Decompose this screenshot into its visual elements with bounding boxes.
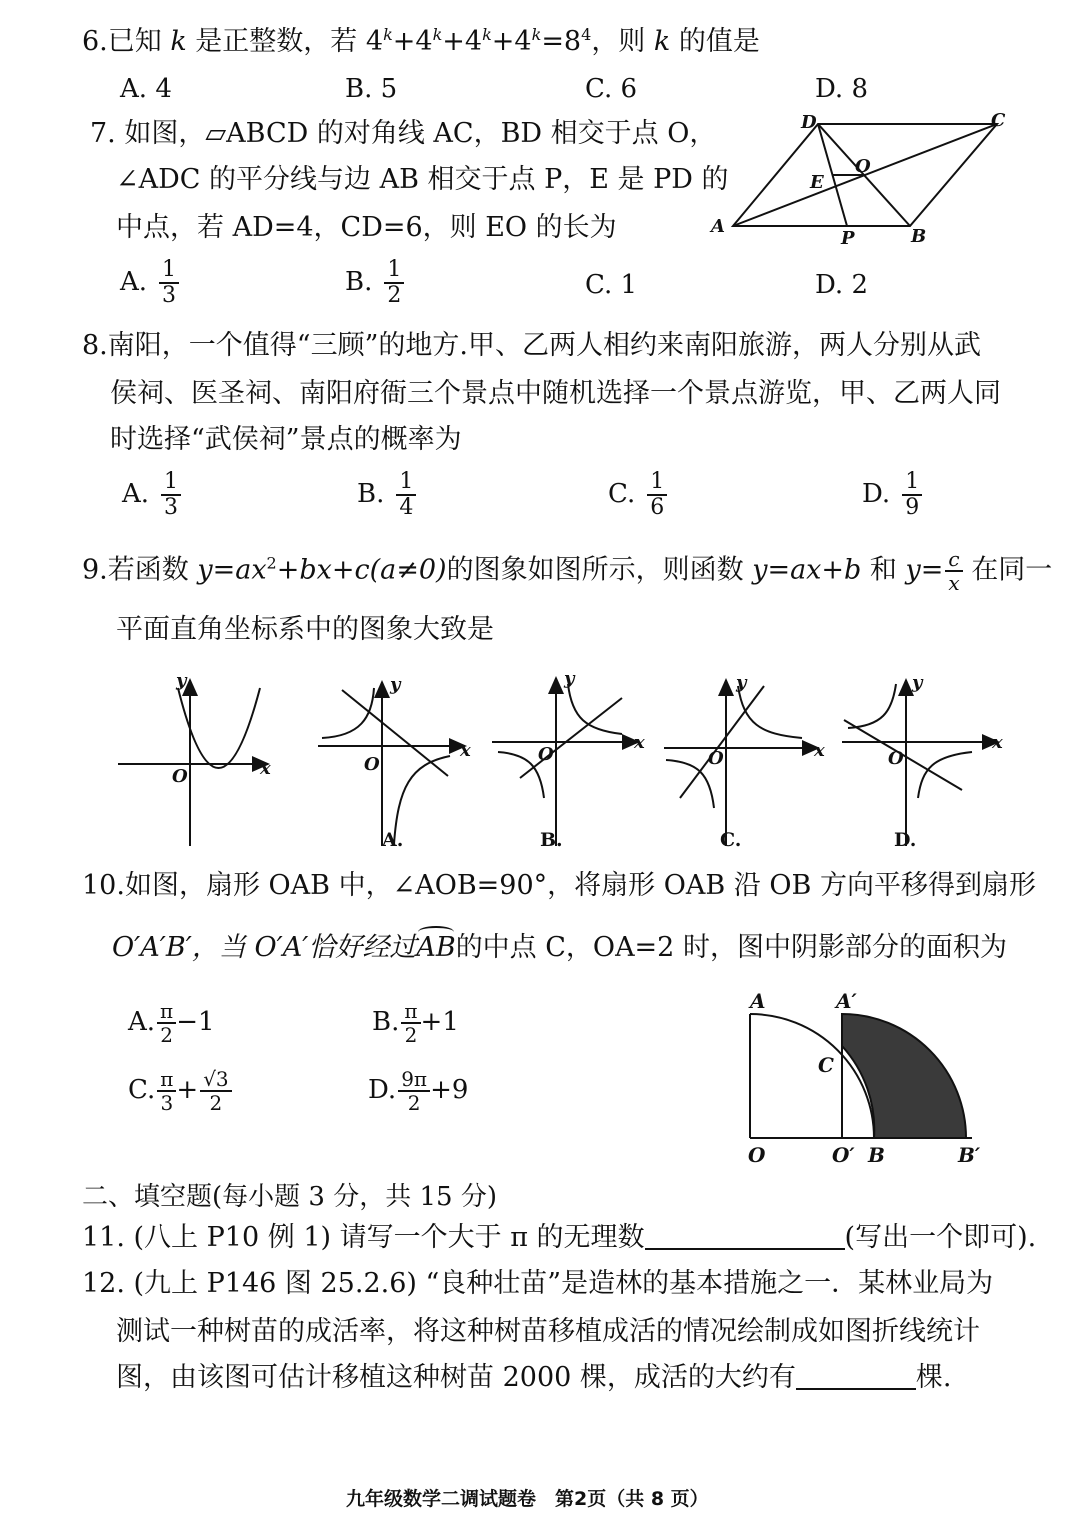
graph-a-label: A. [382, 829, 404, 851]
label-p: P [841, 228, 855, 248]
q8-line3: 时选择“武侯祠”景点的概率为 [110, 424, 462, 455]
label-a-prime: A′ [836, 989, 857, 1013]
label-c-sector: C [818, 1053, 834, 1077]
graph-b [492, 678, 638, 846]
arc-ab: AB [416, 930, 455, 966]
label-b-sector: B [868, 1143, 885, 1167]
label-o-prime: O′ [832, 1143, 855, 1167]
graph-a [318, 682, 465, 846]
given-origin-label: O [172, 766, 188, 787]
q10-option-d: D. $\frac{9\pi}{2}$ +9 [368, 1067, 469, 1115]
graph-b-label: B. [540, 829, 563, 851]
q11: 11. (八上 P10 例 1) 请写一个大于 π 的无理数 (写出一个即可). [82, 1222, 1037, 1253]
q6-option-d: D. 8 [815, 74, 868, 104]
b-x-label: x [634, 732, 645, 753]
q10-line2: O′A′B′，当 O′A′恰好经过AB的中点 C，OA=2 时，图中阴影部分的面积为 [112, 930, 1007, 966]
q8-option-a: A. $\frac{1}{3}$ [122, 470, 181, 520]
a-y-label: y [390, 674, 401, 695]
q7-option-a: A. $\frac{1}{3}$ [120, 258, 179, 308]
q12-line2: 测试一种树苗的成活率，将这种树苗移植成活的情况绘制成如图折线统计 [116, 1316, 980, 1347]
label-c: C [991, 110, 1006, 131]
q7-line2: ∠ADC 的平分线与边 AB 相交于点 P，E 是 PD 的 [116, 164, 729, 195]
given-x-label: x [260, 758, 271, 779]
q8-line2: 侯祠、医圣祠、南阳府衙三个景点中随机选择一个景点游览，甲、乙两人同 [110, 378, 1001, 409]
q11-answer-blank[interactable] [645, 1222, 845, 1250]
label-d: D [801, 112, 817, 133]
q7-line3: 中点，若 AD=4，CD=6，则 EO 的长为 [116, 212, 617, 243]
q10-option-b: B. $\frac{\pi}{2}$ +1 [372, 999, 459, 1047]
q10-option-a: A. $\frac{\pi}{2}$ −1 [128, 999, 215, 1047]
q9-line2: 平面直角坐标系中的图象大致是 [116, 614, 494, 645]
q12-answer-blank[interactable] [796, 1362, 916, 1390]
page-footer: 九年级数学二调试题卷 第2页（共 8 页） [346, 1488, 709, 1510]
q9-line1: 9.若函数 $y=ax^2+bx+c(a\ne 0)$的图象如图所示，则函数 y=ax+b 和 y= $\frac{c}{x}$ 在同一 [82, 547, 1053, 595]
q7-line1: 7. 如图，▱ABCD 的对角线 AC，BD 相交于点 O， [90, 118, 717, 149]
label-o: O [855, 156, 871, 177]
q7-option-c: C. 1 [585, 270, 638, 300]
q6-option-b: B. 5 [345, 74, 398, 104]
graph-d-label: D. [894, 829, 917, 851]
q6-option-c: C. 6 [585, 74, 638, 104]
q8-line1: 8.南阳，一个值得“三顾”的地方.甲、乙两人相约来南阳旅游，两人分别从武 [82, 330, 981, 361]
graph-c [664, 680, 818, 846]
b-origin-label: O [538, 744, 554, 765]
label-a: A [711, 216, 725, 237]
a-x-label: x [460, 740, 471, 761]
q10-option-c: C. $\frac{\pi}{3}$ + $\frac{√3}{2}$ [128, 1068, 232, 1114]
q12-line3: 图，由该图可估计移植这种树苗 2000 棵，成活的大约有 棵. [116, 1362, 952, 1393]
q6-option-a: A. 4 [120, 74, 172, 104]
q6-stem: 6.已知 k 是正整数，若 $4^k+4^k+4^k+4^k=8^4$，则 k 的值是 [82, 25, 760, 57]
section-fill-in-blank: 二、填空题(每小题 3 分，共 15 分) [82, 1182, 497, 1212]
c-x-label: x [814, 740, 825, 761]
q8-option-c: C. $\frac{1}{6}$ [608, 470, 667, 520]
label-a-sector: A [750, 989, 766, 1013]
given-parabola-graph [118, 680, 268, 846]
q8-option-d: D. $\frac{1}{9}$ [862, 470, 922, 520]
graph-c-label: C. [720, 829, 742, 851]
q7-option-b: B. $\frac{1}{2}$ [345, 258, 404, 308]
q7-parallelogram-figure [705, 108, 1035, 248]
q8-option-b: B. $\frac{1}{4}$ [357, 470, 416, 520]
d-y-label: y [912, 672, 923, 693]
d-x-label: x [992, 732, 1003, 753]
q10-line1: 10.如图，扇形 OAB 中，∠AOB=90°，将扇形 OAB 沿 OB 方向平移得到扇形 [82, 870, 1036, 901]
given-y-label: y [176, 670, 187, 691]
graph-d [842, 680, 998, 846]
label-b-prime: B′ [958, 1143, 981, 1167]
label-b: B [911, 226, 927, 247]
b-y-label: y [564, 668, 575, 689]
c-origin-label: O [708, 748, 724, 769]
q9-graphs [110, 668, 1020, 858]
q10-sector-figure [740, 984, 1040, 1174]
a-origin-label: O [364, 754, 380, 775]
label-o-sector: O [748, 1143, 766, 1167]
c-y-label: y [736, 672, 747, 693]
q12-line1: 12. (九上 P146 图 25.2.6) “良种壮苗”是造林的基本措施之一．某林业局为 [82, 1268, 994, 1299]
label-e: E [810, 172, 824, 193]
d-origin-label: O [888, 748, 904, 769]
q7-option-d: D. 2 [815, 270, 868, 300]
